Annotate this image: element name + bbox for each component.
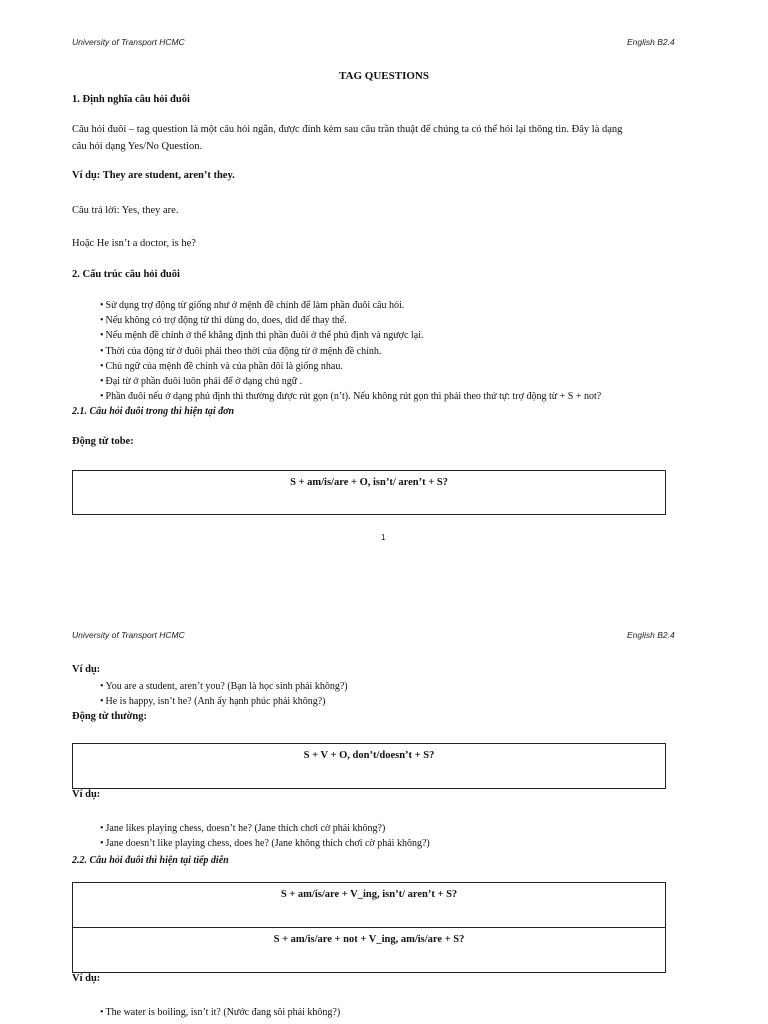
tobe-examples-list	[100, 679, 348, 709]
formula-continuous-negative: S + am/is/are + not + V_ing, am/is/are + S?	[273, 934, 465, 945]
list-item: • Chủ ngữ của mệnh đề chính và của phần đôi là giống nhau.	[100, 359, 601, 374]
section-2-1-heading: 2.1. Câu hỏi đuôi trong thì hiện tại đơn	[72, 406, 235, 417]
list-item: • Nếu không có trợ động từ thì dùng do, does, did để thay thế.	[100, 313, 601, 328]
header-right-page-2: English B2.4	[627, 630, 675, 640]
page-title: TAG QUESTIONS	[339, 70, 429, 82]
structure-rules-list	[100, 298, 601, 404]
header-left-page-2: University of Transport HCMC	[72, 630, 185, 640]
example-sentence: Ví dụ: They are student, aren’t they.	[72, 170, 235, 181]
example-label: Ví dụ:	[72, 973, 101, 984]
formula-ordinary-box	[72, 743, 666, 789]
list-item: • He is happy, isn’t he? (Anh ấy hạnh phúc phải không?)	[100, 694, 348, 709]
formula-continuous-positive-box	[72, 882, 666, 928]
page-number: 1	[381, 533, 386, 542]
continuous-examples-list	[100, 1005, 340, 1020]
list-item: • Jane doesn’t like playing chess, does he? (Jane không thích chơi cờ phải không?)	[100, 836, 430, 851]
definition-line-1: Câu hỏi đuôi – tag question là một câu hỏi ngắn, được đính kèm sau câu trần thuật để chúng ta có thể hỏi lại thông tin. Đây là dạng	[72, 124, 623, 135]
list-item: • Đại từ ở phần đuôi luôn phải để ở dạng chủ ngữ .	[100, 374, 601, 389]
section-2-heading: 2. Cấu trúc câu hỏi đuôi	[72, 269, 180, 280]
formula-tobe: S + am/is/are + O, isn’t/ aren’t + S?	[290, 477, 448, 488]
list-item: • The water is boiling, isn’t it? (Nước đang sôi phải không?)	[100, 1005, 340, 1020]
formula-tobe-box	[72, 470, 666, 515]
alternative-example: Hoặc He isn’t a doctor, is he?	[72, 238, 196, 249]
header-right: English B2.4	[627, 37, 675, 47]
header-left: University of Transport HCMC	[72, 37, 185, 47]
tobe-label: Động từ tobe:	[72, 436, 134, 447]
example-label: Ví dụ:	[72, 789, 101, 800]
ordinary-verb-label: Động từ thường:	[72, 711, 148, 722]
ordinary-examples-list	[100, 821, 430, 851]
formula-continuous-negative-box	[72, 927, 666, 973]
list-item: • Jane likes playing chess, doesn’t he? (Jane thích chơi cờ phải không?)	[100, 821, 430, 836]
formula-ordinary: S + V + O, don’t/doesn’t + S?	[303, 750, 435, 761]
answer-line: Câu trả lời: Yes, they are.	[72, 205, 179, 216]
list-item: • You are a student, aren’t you? (Bạn là học sinh phải không?)	[100, 679, 348, 694]
definition-line-2: câu hỏi dạng Yes/No Question.	[72, 141, 203, 152]
formula-continuous-positive: S + am/is/are + V_ing, isn’t/ aren’t + S?	[280, 889, 458, 900]
section-2-2-heading: 2.2. Câu hỏi đuôi thì hiện tại tiếp diễn	[72, 855, 229, 866]
section-1-heading: 1. Định nghĩa câu hỏi đuôi	[72, 94, 190, 105]
list-item: • Sử dụng trợ động từ giống như ở mệnh đề chính để làm phần đuôi câu hỏi.	[100, 298, 601, 313]
list-item: • Thời của động từ ở đuôi phải theo thời của động từ ở mệnh đề chính.	[100, 344, 601, 359]
example-label: Ví dụ:	[72, 664, 101, 675]
list-item: • Phần đuôi nếu ở dạng phủ định thì thường được rút gọn (n’t). Nếu không rút gọn thì phải theo thứ tự: trợ động từ + S + not?	[100, 389, 601, 404]
list-item: • Nếu mệnh đề chính ở thể khẳng định thì phần đuôi ở thể phủ định và ngược lại.	[100, 328, 601, 343]
